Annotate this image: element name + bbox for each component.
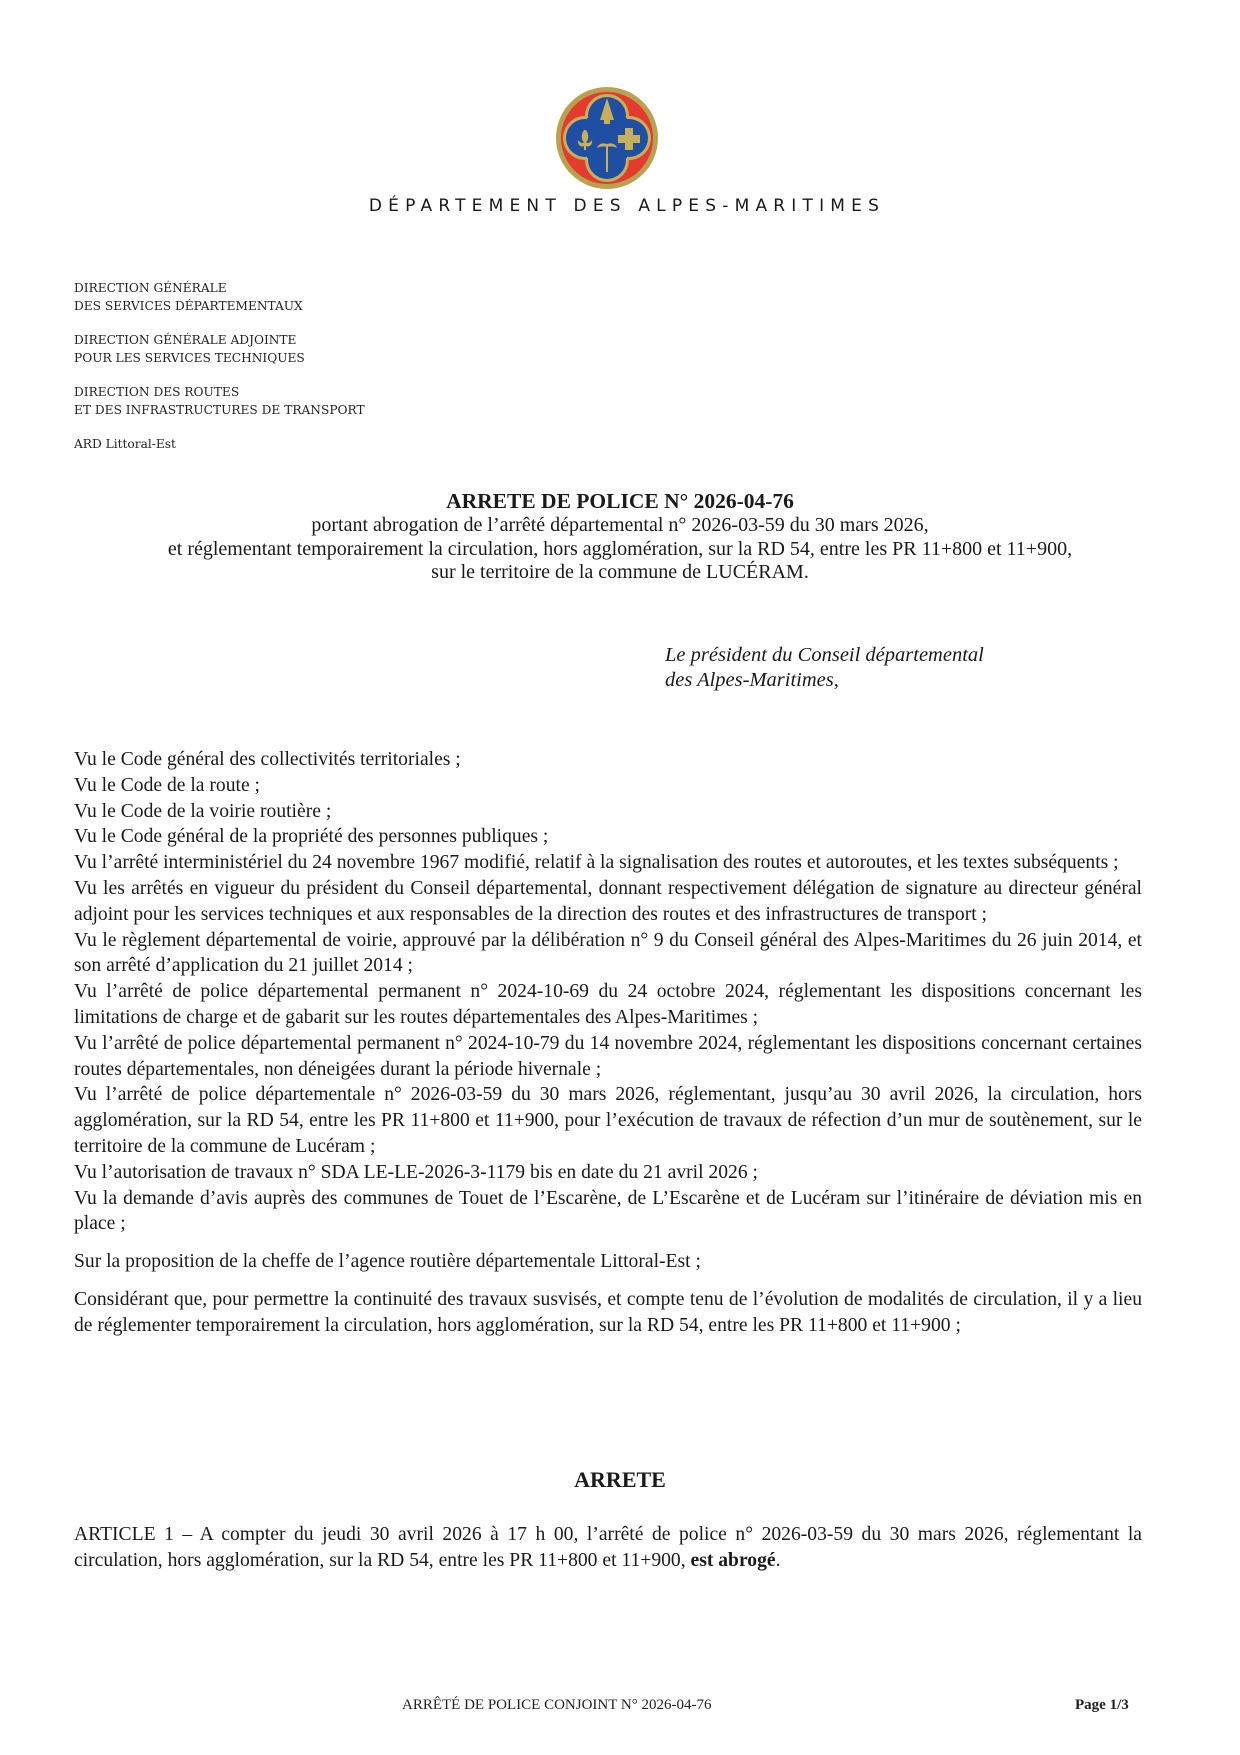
visa-item: Vu l’arrêté de police départementale n° 2026-03-59 du 30 mars 2026, réglementant, jusqu’au 30 avril 2026, la circulation, hors agglomération, sur la RD 54, entre les PR 11+800 et 11+900, pour l’exécution de travaux de réfection d’un mur de soutènement, sur le territoire de la commune de Lucéram ; (74, 1084, 1142, 1157)
visa-item: Vu le Code de la route ; (74, 774, 260, 796)
proposition-paragraph: Sur la proposition de la cheffe de l’agence routière départementale Littoral-Est ; (74, 1251, 701, 1273)
visa-item: Vu l’arrêté de police départemental permanent n° 2024-10-69 du 24 octobre 2024, réglementant les dispositions concernant les limitations de charge et de gabarit sur les routes départementales des Alpes-Maritimes ; (74, 981, 1142, 1028)
service-line: POUR LES SERVICES TECHNIQUES (74, 350, 305, 365)
service-group-dgs (74, 280, 365, 315)
coat-of-arms-icon (555, 86, 659, 190)
footer-page-number: Page 1/3 (1075, 1697, 1129, 1713)
decree-number: ARRETE DE POLICE N° 2026-04-76 (446, 489, 794, 513)
service-line: ARD Littoral-Est (74, 437, 176, 451)
visa-item: Vu l’arrêté de police départemental permanent n° 2024-10-79 du 14 novembre 2024, réglementant les dispositions concernant certaines routes départementales, non déneigées durant la période hivernale ; (74, 1032, 1142, 1080)
decree-subject-line: portant abrogation de l’arrêté départemental n° 2026-03-59 du 30 mars 2026, (311, 514, 929, 536)
president-line: des Alpes-Maritimes, (665, 669, 839, 691)
considerant-paragraph: Considérant que, pour permettre la continuité des travaux susvisés, et compte tenu de l’évolution de modalités de circulation, il y a lieu de réglementer temporairement la circulation, hors agglomération, sur la RD 54, entre les PR 11+800 et 11+900 ; (74, 1288, 1142, 1336)
visa-item: Vu l’arrêté interministériel du 24 novembre 1967 modifié, relatif à la signalisation des routes et autoroutes, et les textes subséquents ; (74, 852, 1119, 874)
visa-item: Vu l’autorisation de travaux n° SDA LE-LE-2026-3-1179 bis en date du 21 avril 2026 ; (74, 1161, 758, 1183)
visas-block (74, 747, 1142, 1339)
services-block (74, 280, 365, 471)
department-title: DÉPARTEMENT DES ALPES-MARITIMES (368, 196, 886, 216)
article-1-period: . (775, 1550, 781, 1571)
visa-item: Vu les arrêtés en vigueur du président du Conseil départemental, donnant respectivement délégation de signature au directeur général adjoint pour les services techniques et aux responsables de la direction des routes et des infrastructures de transport ; (74, 877, 1142, 925)
footer-decree-reference: ARRÊTÉ DE POLICE CONJOINT N° 2026-04-76 (402, 1697, 712, 1713)
article-1-emphasis: est abrogé (690, 1550, 776, 1571)
decree-heading (0, 488, 1240, 585)
president-line: Le président du Conseil départemental (665, 644, 984, 666)
service-line: DIRECTION GÉNÉRALE (74, 281, 227, 295)
decree-subject-line: sur le territoire de la commune de LUCÉRAM. (431, 561, 809, 583)
visa-item: Vu le Code général de la propriété des personnes publiques ; (74, 826, 549, 848)
service-line: DIRECTION GÉNÉRALE ADJOINTE (74, 333, 297, 347)
service-line: ET DES INFRASTRUCTURES DE TRANSPORT (74, 402, 365, 417)
visa-item: Vu la demande d’avis auprès des communes de Touet de l’Escarène, de L’Escarène et de Lucéram sur l’itinéraire de déviation mis en place ; (74, 1187, 1142, 1235)
president-signatory (665, 643, 984, 693)
visa-item: Vu le règlement départemental de voirie, approuvé par la délibération n° 9 du Conseil général des Alpes-Maritimes du 26 juin 2014, et son arrêté d’application du 21 juillet 2014 ; (74, 929, 1142, 977)
service-line: DIRECTION DES ROUTES (74, 385, 240, 399)
service-group-ard (74, 436, 365, 454)
arrete-section-title: ARRETE (574, 1467, 666, 1492)
visa-item: Vu le Code de la voirie routière ; (74, 800, 332, 822)
article-1-text: ARTICLE 1 – A compter du jeudi 30 avril 2026 à 17 h 00, l’arrêté de police n° 2026-03-59 du 30 mars 2026, réglementant la circulation, hors agglomération, sur la RD 54, entre les PR 11+800 et 11+900, (74, 1524, 1142, 1571)
decree-subject-line: et réglementant temporairement la circulation, hors agglomération, sur la RD 54, entre les PR 11+800 et 11+900, (167, 537, 1073, 560)
service-group-drit (74, 384, 365, 419)
article-1 (74, 1522, 1142, 1574)
service-group-dgast (74, 332, 365, 367)
visa-item: Vu le Code général des collectivités territoriales ; (74, 749, 461, 770)
service-line: DES SERVICES DÉPARTEMENTAUX (74, 298, 303, 313)
